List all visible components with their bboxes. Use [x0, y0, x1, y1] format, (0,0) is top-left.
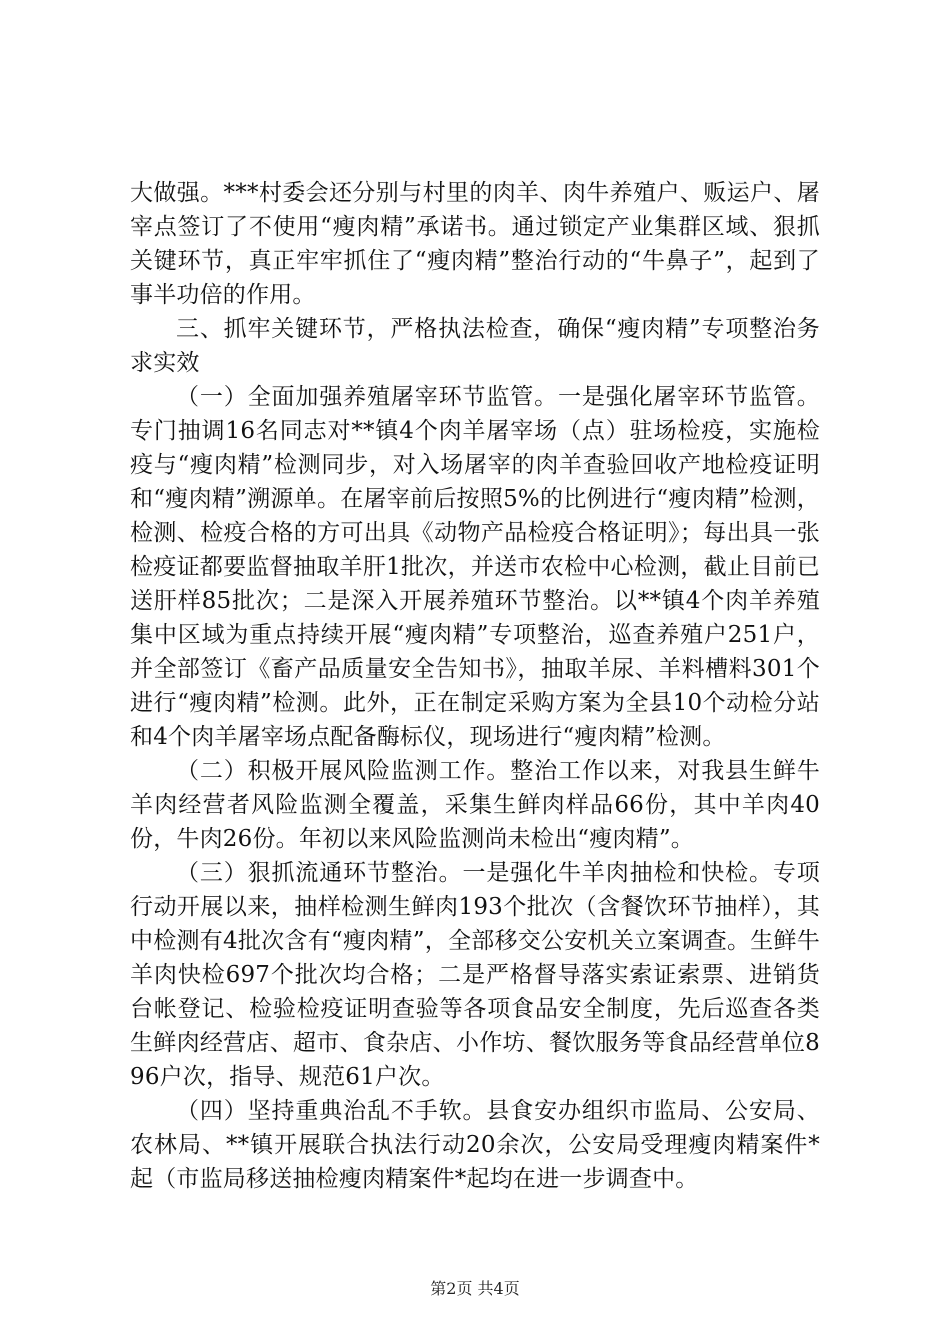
document-body	[130, 176, 820, 1196]
page-number: 第2页 共4页	[430, 1279, 520, 1298]
paragraph-item-2: （二）积极开展风险监测工作。整治工作以来，对我县生鲜牛羊肉经营者风险监测全覆盖，采集生鲜肉样品66份，其中羊肉40份，牛肉26份。年初以来风险监测尚未检出“瘦肉精”。	[130, 758, 820, 852]
section-heading: 三、抓牢关键环节，严格执法检查，确保“瘦肉精”专项整治务求实效	[130, 316, 820, 376]
paragraph-item-3: （三）狠抓流通环节整治。一是强化牛羊肉抽检和快检。专项行动开展以来，抽样检测生鲜肉193个批次（含餐饮环节抽样），其中检测有4批次含有“瘦肉精”，全部移交公安机关立案调查。生鲜牛羊肉快检697个批次均合格；二是严格督导落实索证索票、进销货台帐登记、检验检疫证明查验等各项食品安全制度，先后巡查各类生鲜肉经营店、超市、食杂店、小作坊、餐饮服务等食品经营单位896户次，指导、规范61户次。	[130, 860, 820, 1090]
paragraph-item-1: （一）全面加强养殖屠宰环节监管。一是强化屠宰环节监管。专门抽调16名同志对**镇4个肉羊屠宰场（点）驻场检疫，实施检疫与“瘦肉精”检测同步，对入场屠宰的肉羊查验回收产地检疫证明和“瘦肉精”溯源单。在屠宰前后按照5%的比例进行“瘦肉精”检测，检测、检疫合格的方可出具《动物产品检疫合格证明》；每出具一张检疫证都要监督抽取羊肝1批次，并送市农检中心检测，截止目前已送肝样85批次；二是深入开展养殖环节整治。以**镇4个肉羊养殖集中区域为重点持续开展“瘦肉精”专项整治，巡查养殖户251户，并全部签订《畜产品质量安全告知书》，抽取羊尿、羊料槽料301个进行“瘦肉精”检测。此外，正在制定采购方案为全县10个动检分站和4个肉羊屠宰场点配备酶标仪，现场进行“瘦肉精”检测。	[130, 384, 820, 750]
paragraph-continuation: 大做强。***村委会还分别与村里的肉羊、肉牛养殖户、贩运户、屠宰点签订了不使用“瘦肉精”承诺书。通过锁定产业集群区域、狠抓关键环节，真正牢牢抓住了“瘦肉精”整治行动的“牛鼻子”，起到了事半功倍的作用。	[130, 180, 820, 308]
page-footer	[0, 1276, 950, 1299]
paragraph-item-4: （四）坚持重典治乱不手软。县食安办组织市监局、公安局、农林局、**镇开展联合执法行动20余次，公安局受理瘦肉精案件*起（市监局移送抽检瘦肉精案件*起均在进一步调查中。	[130, 1098, 820, 1192]
